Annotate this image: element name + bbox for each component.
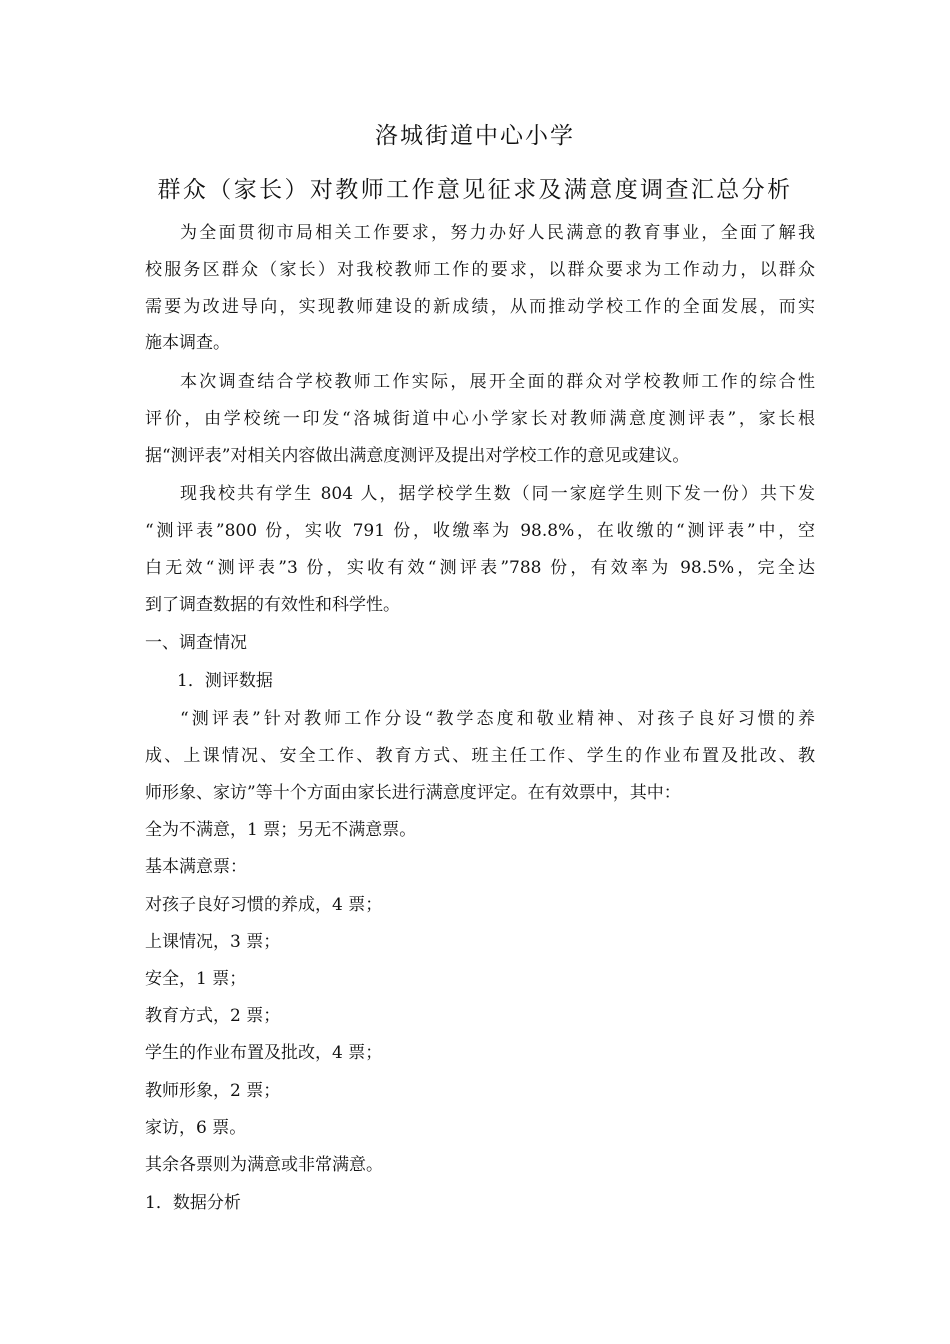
school-title: 洛城街道中心小学: [375, 123, 575, 149]
paragraph-line: 到了调查数据的有效性和科学性。: [145, 595, 400, 615]
vote-line: 家访，6 票。: [145, 1118, 247, 1138]
paragraph-line: “测评表”针对教师工作分设“教学态度和敬业精神、对孩子良好习惯的养: [180, 709, 815, 729]
paragraph-line: 需要为改进导向，实现教师建设的新成绩，从而推动学校工作的全面发展，而实: [145, 297, 815, 317]
subsection-heading: 1．数据分析: [145, 1193, 241, 1213]
paragraph-line: 现我校共有学生 804 人，据学校学生数（同一家庭学生则下发一份）共下发: [180, 484, 815, 504]
paragraph-line: “测评表”800 份，实收 791 份，收缴率为 98.8%，在收缴的“测评表”中，空: [145, 521, 815, 541]
vote-line: 学生的作业布置及批改，4 票；: [145, 1043, 383, 1063]
paragraph-line: 为全面贯彻市局相关工作要求，努力办好人民满意的教育事业，全面了解我: [180, 223, 815, 243]
paragraph-line: 其余各票则为满意或非常满意。: [145, 1155, 383, 1175]
vote-line: 对孩子良好习惯的养成，4 票；: [145, 895, 383, 915]
paragraph-line: 师形象、家访”等十个方面由家长进行满意度评定。在有效票中，其中：: [145, 783, 681, 803]
vote-line: 上课情况，3 票；: [145, 932, 281, 952]
paragraph-line: 白无效“测评表”3 份，实收有效“测评表”788 份，有效率为 98.5%，完全达: [145, 558, 815, 578]
paragraph-line: 校服务区群众（家长）对我校教师工作的要求，以群众要求为工作动力，以群众: [145, 260, 815, 280]
vote-line: 全为不满意，1 票；另无不满意票。: [145, 820, 417, 840]
paragraph-line: 评价，由学校统一印发“洛城街道中心小学家长对教师满意度测评表”，家长根: [145, 409, 815, 429]
vote-line: 安全，1 票；: [145, 969, 247, 989]
section-heading: 一、调查情况: [145, 633, 247, 653]
paragraph-line: 施本调查。: [145, 333, 230, 353]
vote-line: 教师形象，2 票；: [145, 1081, 281, 1101]
paragraph-line: 据“测评表”对相关内容做出满意度测评及提出对学校工作的意见或建议。: [145, 446, 690, 466]
report-title: 群众（家长）对教师工作意见征求及满意度调查汇总分析: [157, 177, 793, 203]
paragraph-line: 成、上课情况、安全工作、教育方式、班主任工作、学生的作业布置及批改、教: [145, 746, 815, 766]
vote-line: 基本满意票：: [145, 857, 247, 877]
subsection-heading: 1．测评数据: [177, 671, 273, 691]
vote-line: 教育方式，2 票；: [145, 1006, 281, 1026]
paragraph-line: 本次调查结合学校教师工作实际，展开全面的群众对学校教师工作的综合性: [180, 372, 815, 392]
